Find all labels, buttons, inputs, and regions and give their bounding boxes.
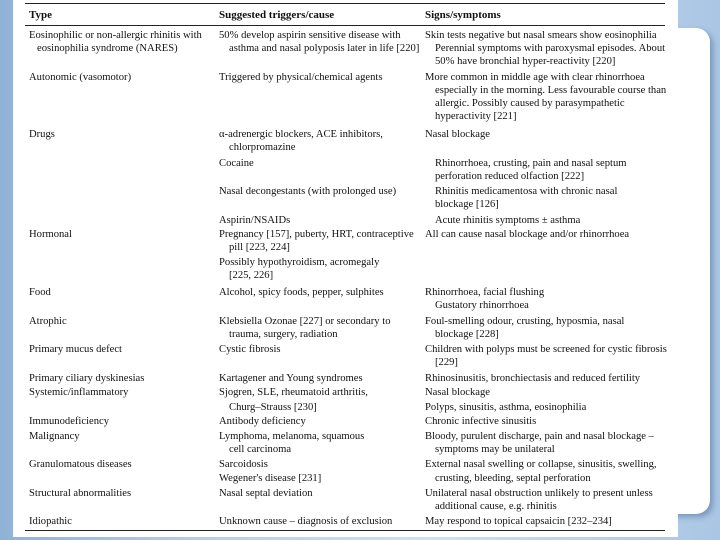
trigger-cell: chlorpromazine [229, 142, 296, 153]
type-cell: Idiopathic [29, 516, 72, 527]
trigger-cell: Possibly hypothyroidism, acromegaly [219, 257, 380, 268]
sign-cell: symptoms may be unilateral [435, 444, 555, 455]
sign-cell: 50% have bronchial hyper-reactivity [220] [435, 56, 616, 67]
trigger-cell: Pregnancy [157], puberty, HRT, contraceptive [219, 229, 414, 240]
sign-cell: All can cause nasal blockage and/or rhinorrhoea [425, 229, 630, 240]
sign-cell: Foul-smelling odour, crusting, hyposmia, nasal [425, 316, 625, 327]
header-trigger: Suggested triggers/cause [219, 9, 335, 21]
trigger-cell: α-adrenergic blockers, ACE inhibitors, [219, 129, 383, 140]
sign-cell: Children with polyps must be screened for cystic fibrosis [425, 344, 667, 355]
table-top-rule [25, 3, 665, 4]
sign-cell: blockage [126] [435, 199, 499, 210]
trigger-cell: Klebsiella Ozonae [227] or secondary to [219, 316, 391, 327]
trigger-cell: Churg–Strauss [230] [229, 402, 317, 413]
type-cell: Atrophic [29, 316, 67, 327]
type-cell: Immunodeficiency [29, 416, 110, 427]
type-cell: Structural abnormalities [29, 488, 132, 499]
trigger-cell: Wegener's disease [231] [219, 473, 322, 484]
sign-cell: [229] [435, 357, 458, 368]
sign-cell: Acute rhinitis symptoms ± asthma [435, 215, 581, 226]
type-cell: Eosinophilic or non-allergic rhinitis with [29, 30, 202, 41]
type-cell: Primary ciliary dyskinesias [29, 373, 145, 384]
trigger-cell: Lymphoma, melanoma, squamous [219, 431, 365, 442]
sign-cell: additional cause, e.g. rhinitis [435, 501, 557, 512]
trigger-cell: Nasal decongestants (with prolonged use) [219, 186, 397, 197]
trigger-cell: Cystic fibrosis [219, 344, 281, 355]
sign-cell: blockage [228] [435, 329, 499, 340]
trigger-cell: Triggered by physical/chemical agents [219, 72, 383, 83]
sign-cell: Rhinosinusitis, bronchiectasis and reduced fertility [425, 373, 641, 384]
trigger-cell: [225, 226] [229, 270, 274, 281]
type-cell: Systemic/inflammatory [29, 387, 129, 398]
sign-cell: More common in middle age with clear rhinorrhoea [425, 72, 645, 83]
sign-cell: Gustatory rhinorrhoea [435, 300, 529, 311]
trigger-cell: Cocaine [219, 158, 254, 169]
table-bottom-rule [25, 530, 665, 531]
type-cell: Drugs [29, 129, 55, 140]
trigger-cell: Sjogren, SLE, rheumatoid arthritis, [219, 387, 368, 398]
type-cell: Food [29, 287, 51, 298]
type-cell: Autonomic (vasomotor) [29, 72, 132, 83]
sign-cell: Skin tests negative but nasal smears show eosinophilia [425, 30, 657, 41]
sign-cell: Bloody, purulent discharge, pain and nasal blockage – [425, 431, 654, 442]
sign-cell: crusting, bleeding, septal perforation [435, 473, 591, 484]
sign-cell: Chronic infective sinusitis [425, 416, 537, 427]
header-rule [25, 25, 665, 26]
sign-cell: Rhinorrhoea, facial flushing [425, 287, 545, 298]
trigger-cell: trauma, surgery, radiation [229, 329, 338, 340]
sign-cell: Nasal blockage [425, 387, 491, 398]
trigger-cell: Alcohol, spicy foods, pepper, sulphites [219, 287, 384, 298]
trigger-cell: Antibody deficiency [219, 416, 306, 427]
sign-cell: Rhinorrhoea, crusting, pain and nasal septum [435, 158, 627, 169]
sign-cell: Rhinitis medicamentosa with chronic nasal [435, 186, 618, 197]
sign-cell: May respond to topical capsaicin [232–234] [425, 516, 612, 527]
table-panel [13, 0, 678, 537]
sign-cell: hyperactivity [221] [435, 111, 517, 122]
sign-cell: Nasal blockage [425, 129, 491, 140]
trigger-cell: Aspirin/NSAIDs [219, 215, 291, 226]
trigger-cell: asthma and nasal polyposis later in life [220] [229, 43, 420, 54]
sign-cell: Perennial symptoms with paroxysmal episodes. About [435, 43, 666, 54]
type-cell: Granulomatous diseases [29, 459, 132, 470]
trigger-cell: pill [223, 224] [229, 242, 290, 253]
trigger-cell: cell carcinoma [229, 444, 292, 455]
type-cell: Hormonal [29, 229, 72, 240]
type-cell: Malignancy [29, 431, 80, 442]
trigger-cell: Unknown cause – diagnosis of exclusion [219, 516, 393, 527]
type-cell: Primary mucus defect [29, 344, 122, 355]
trigger-cell: Nasal septal deviation [219, 488, 313, 499]
header-signs: Signs/symptoms [425, 9, 501, 21]
sign-cell: allergic. Possibly caused by parasympathetic [435, 98, 625, 109]
trigger-cell: Sarcoidosis [219, 459, 268, 470]
trigger-cell: Kartagener and Young syndromes [219, 373, 363, 384]
header-type: Type [29, 9, 53, 21]
sign-cell: Polyps, sinusitis, asthma, eosinophilia [425, 402, 587, 413]
sign-cell: perforation reduced olfaction [222] [435, 171, 585, 182]
sign-cell: Unilateral nasal obstruction unlikely to present unless [425, 488, 653, 499]
type-cell: eosinophilia syndrome (NARES) [37, 43, 178, 54]
sign-cell: External nasal swelling or collapse, sinusitis, swelling, [425, 459, 657, 470]
sign-cell: especially in the morning. Less favourable course than [435, 85, 667, 96]
trigger-cell: 50% develop aspirin sensitive disease with [219, 30, 401, 41]
